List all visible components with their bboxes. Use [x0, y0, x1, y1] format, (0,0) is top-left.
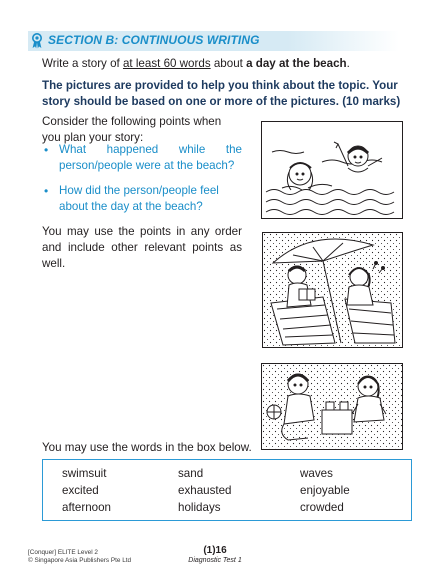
list-item: [42, 142, 242, 174]
helper-word: holidays: [178, 501, 221, 514]
test-name: Diagnostic Test 1: [188, 557, 242, 564]
series-name: [Conquer] ELITE Level 2: [28, 549, 98, 556]
word-count-requirement: at least 60 words: [122, 57, 211, 70]
helper-word: waves: [300, 467, 333, 480]
section-title: SECTION B: CONTINUOUS WRITING: [48, 33, 260, 47]
reading-under-umbrella-illustration: [262, 232, 403, 348]
helper-word: swimsuit: [62, 467, 107, 480]
points-order-note: You may use the points in any order and include other relevant points as well.: [42, 225, 242, 270]
page-number: (1)16: [203, 545, 227, 556]
footer-publisher-info: [28, 549, 131, 565]
instruction-text: about: [210, 57, 247, 70]
ribbon-icon: [30, 33, 44, 49]
swimming-children-illustration: [261, 121, 403, 219]
story-topic: a day at the beach: [246, 57, 347, 70]
instruction-text: .: [346, 57, 350, 70]
guiding-point: What happened while the person/people were at the beach?: [59, 143, 242, 172]
helper-word: excited: [62, 484, 99, 497]
consider-points-text: Consider the following points when you plan your story:: [42, 115, 222, 144]
guiding-point: How did the person/people feel about the day at the beach?: [59, 184, 219, 213]
helper-word: exhausted: [178, 484, 232, 497]
helper-word: sand: [178, 467, 204, 480]
guiding-points-list: [42, 142, 242, 215]
list-item: [42, 183, 242, 215]
instruction-text: Write a story of: [42, 57, 123, 70]
word-box-intro: You may use the words in the box below.: [42, 441, 252, 454]
footer-page-info: [175, 545, 255, 565]
helper-word: afternoon: [62, 501, 111, 514]
helper-word: crowded: [300, 501, 344, 514]
task-instruction: [42, 57, 350, 70]
copyright-line: © Singapore Asia Publishers Pte Ltd: [28, 557, 132, 564]
bullet-icon: •: [44, 143, 49, 157]
pictures-instruction: The pictures are provided to help you think about the topic. Your story should be based on one or more of the pictures. (10 marks): [42, 79, 401, 108]
bullet-icon: •: [44, 184, 49, 198]
helper-word: enjoyable: [300, 484, 350, 497]
sandcastle-children-illustration: [261, 363, 403, 450]
